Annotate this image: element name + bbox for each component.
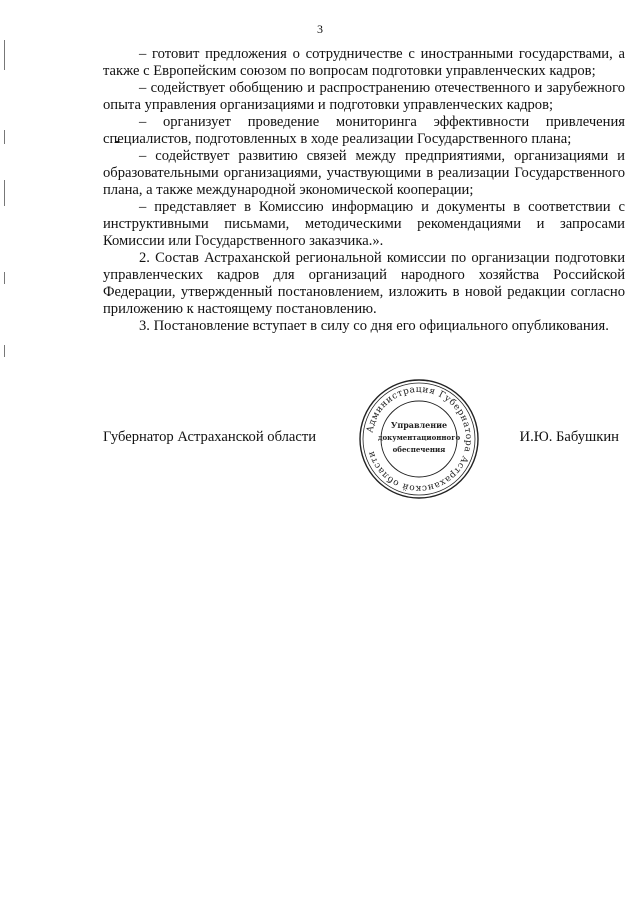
paragraph: – представляет в Комиссию информацию и документы в соответствии с инструктивными письмами, методическими рекомендациями и запросами Комиссии или Государственного заказчика.». [103, 199, 625, 249]
signatory-name: И.Ю. Бабушкин [519, 429, 619, 445]
scan-mark [4, 272, 5, 284]
scan-mark [4, 345, 5, 357]
seal-center-line: обеспечения [392, 445, 446, 454]
paragraph: – содействует развитию связей между предприятиями, организациями и образовательными организациями, участвующими в реализации Государственного плана, а также международной экономической кооперации; [103, 148, 625, 198]
paragraph: – готовит предложения о сотрудничестве с иностранными государствами, а также с Европейским союзом по вопросам подготовки управленческих кадров; [103, 46, 625, 79]
page-number: 3 [317, 22, 323, 36]
scan-mark [4, 40, 5, 70]
paragraph: 3. Постановление вступает в силу со дня его официального опубликования. [139, 318, 609, 334]
seal-ring-text: Администрация Губернатора Астраханской области [365, 384, 474, 494]
signature-block [103, 378, 625, 498]
official-seal [358, 378, 480, 500]
paragraph: 2. Состав Астраханской региональной комиссии по организации подготовки управленческих кадров для организаций народного хозяйства Российской Федерации, утвержденный постановлением, изложить в новой редакции согласно приложению к настоящему постановлению. [103, 250, 625, 317]
scan-mark [4, 180, 5, 206]
scan-mark [4, 130, 5, 144]
signatory-title: Губернатор Астраханской области [103, 429, 317, 445]
paragraph: – содействует обобщению и распространению отечественного и зарубежного опыта управления организациями и подготовки управленческих кадров; [103, 80, 625, 113]
seal-center-line: Управление [390, 420, 448, 430]
scan-margin-marks [0, 0, 20, 905]
document-body [103, 46, 625, 335]
seal-center-line: документационного [377, 433, 461, 442]
paragraph: – организует проведение мониторинга эффективности привлечения специалистов, подготовленных в ходе реализации Государственного плана; [103, 114, 625, 147]
